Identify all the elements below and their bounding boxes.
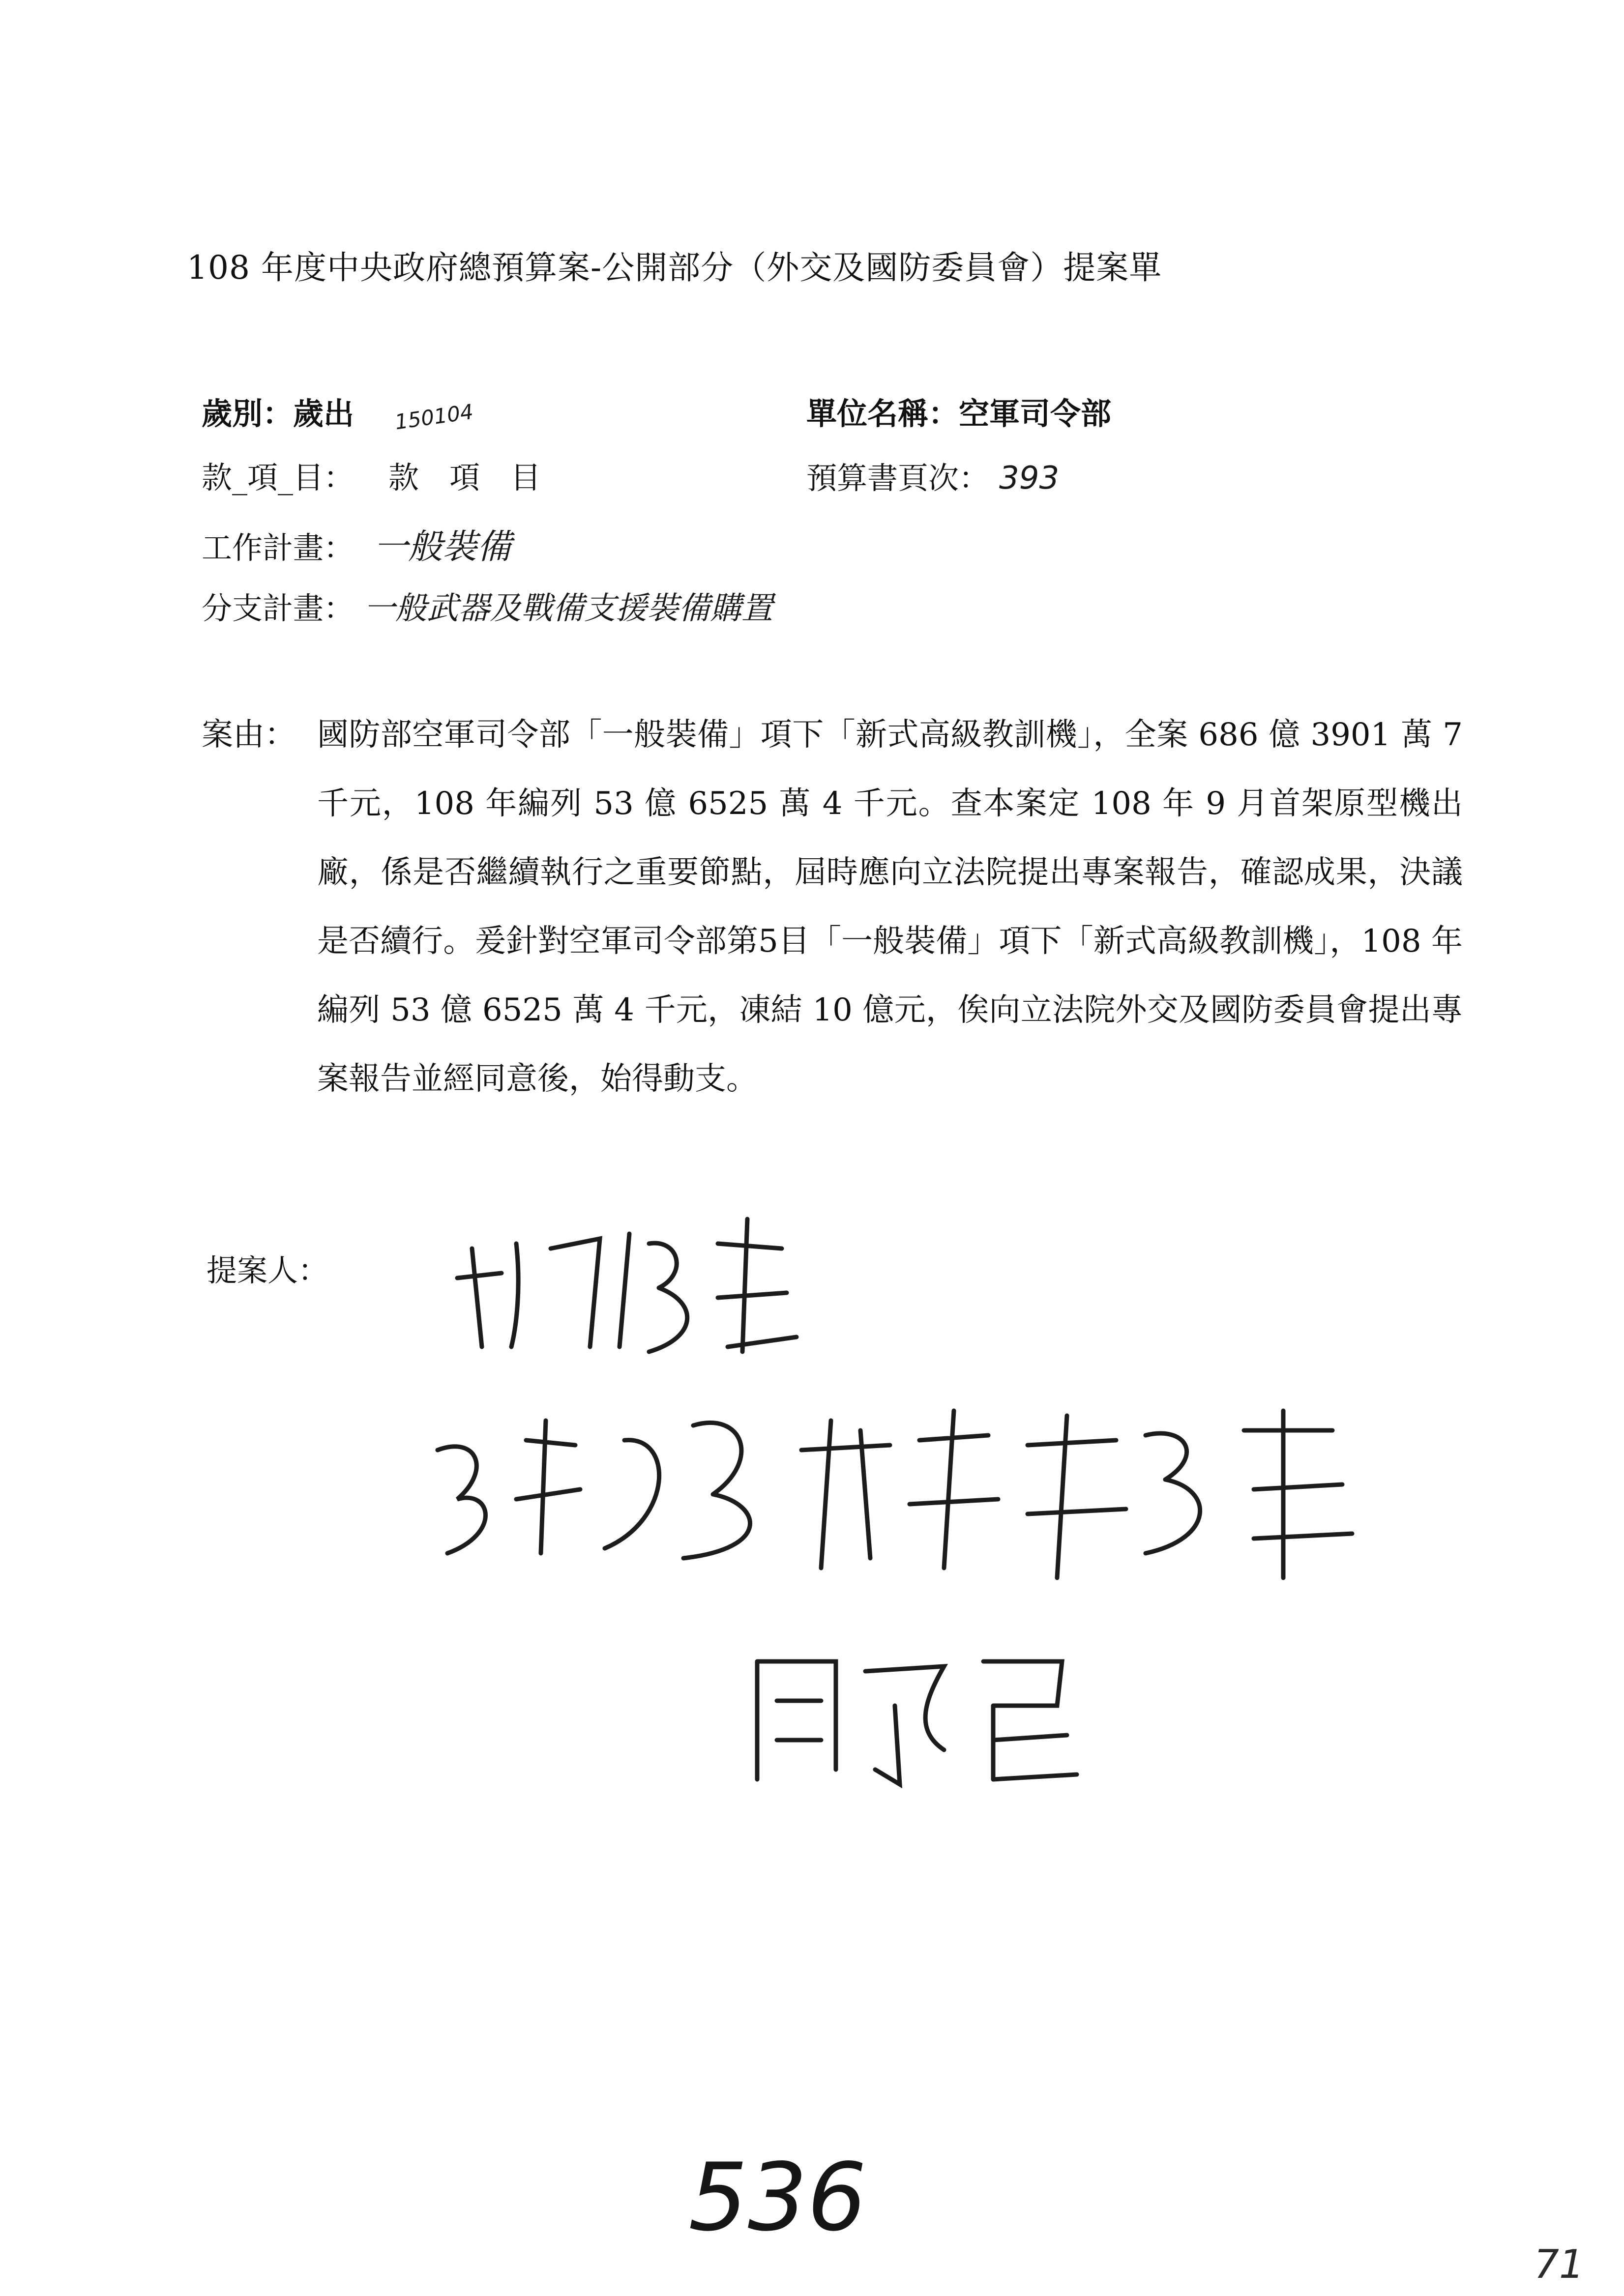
branch-plan-field <box>202 590 773 628</box>
unit-label: 單位名稱： <box>806 396 959 432</box>
unit-value: 空軍司令部 <box>959 396 1112 432</box>
signature-2 <box>418 1391 1426 1598</box>
work-plan-value: 一般裝備 <box>374 526 512 567</box>
year-type-value: 歲出 <box>293 396 354 432</box>
budget-page-value: 393 <box>999 460 1060 496</box>
unit-field <box>806 396 1111 432</box>
page-number: 536 <box>688 2143 867 2252</box>
signature-3 <box>738 1632 1106 1794</box>
branch-plan-label: 分支計畫： <box>202 590 354 626</box>
section-label: 款_項_目： <box>202 460 354 495</box>
case-label: 案由： <box>202 717 296 753</box>
budget-page-field <box>806 460 1059 497</box>
work-plan-label: 工作計畫： <box>202 530 354 566</box>
corner-number: 71 <box>1534 2241 1584 2287</box>
case-text: 國防部空軍司令部「一般裝備」項下「新式高級教訓機」，全案 686 億 3901 萬 7 千元，108 年編列 53 億 6525 萬 4 千元。查本案定 108 年 9 月首架原型機出廠，係是否繼續執行之重要節點，屆時應向立法院提出專案報告，確認成果，決議是否續行。爰針對空軍司令部第5目「一般裝備」項下「新式高級教訓機」，108 年編列 53 億 6525 萬 4 千元，凍結 10 億元，俟向立法院外交及國防委員會提出專案報告並經同意後，始得動支。 <box>317 717 1463 1097</box>
work-plan-field <box>202 526 511 567</box>
year-type-field <box>202 396 354 432</box>
section-field <box>202 460 541 496</box>
signature-1 <box>443 1190 885 1362</box>
document-title: 108 年度中央政府總預算案-公開部分（外交及國防委員會）提案單 <box>187 249 1162 287</box>
section-value: 款 項 目 <box>388 460 541 495</box>
item-code-handwritten: 150104 <box>393 399 475 435</box>
proposer-label: 提案人： <box>207 1252 329 1288</box>
budget-page-label: 預算書頁次： <box>806 460 990 496</box>
branch-plan-value: 一般武器及戰備支援裝備購置 <box>364 590 773 627</box>
year-type-label: 歲別： <box>202 396 294 432</box>
